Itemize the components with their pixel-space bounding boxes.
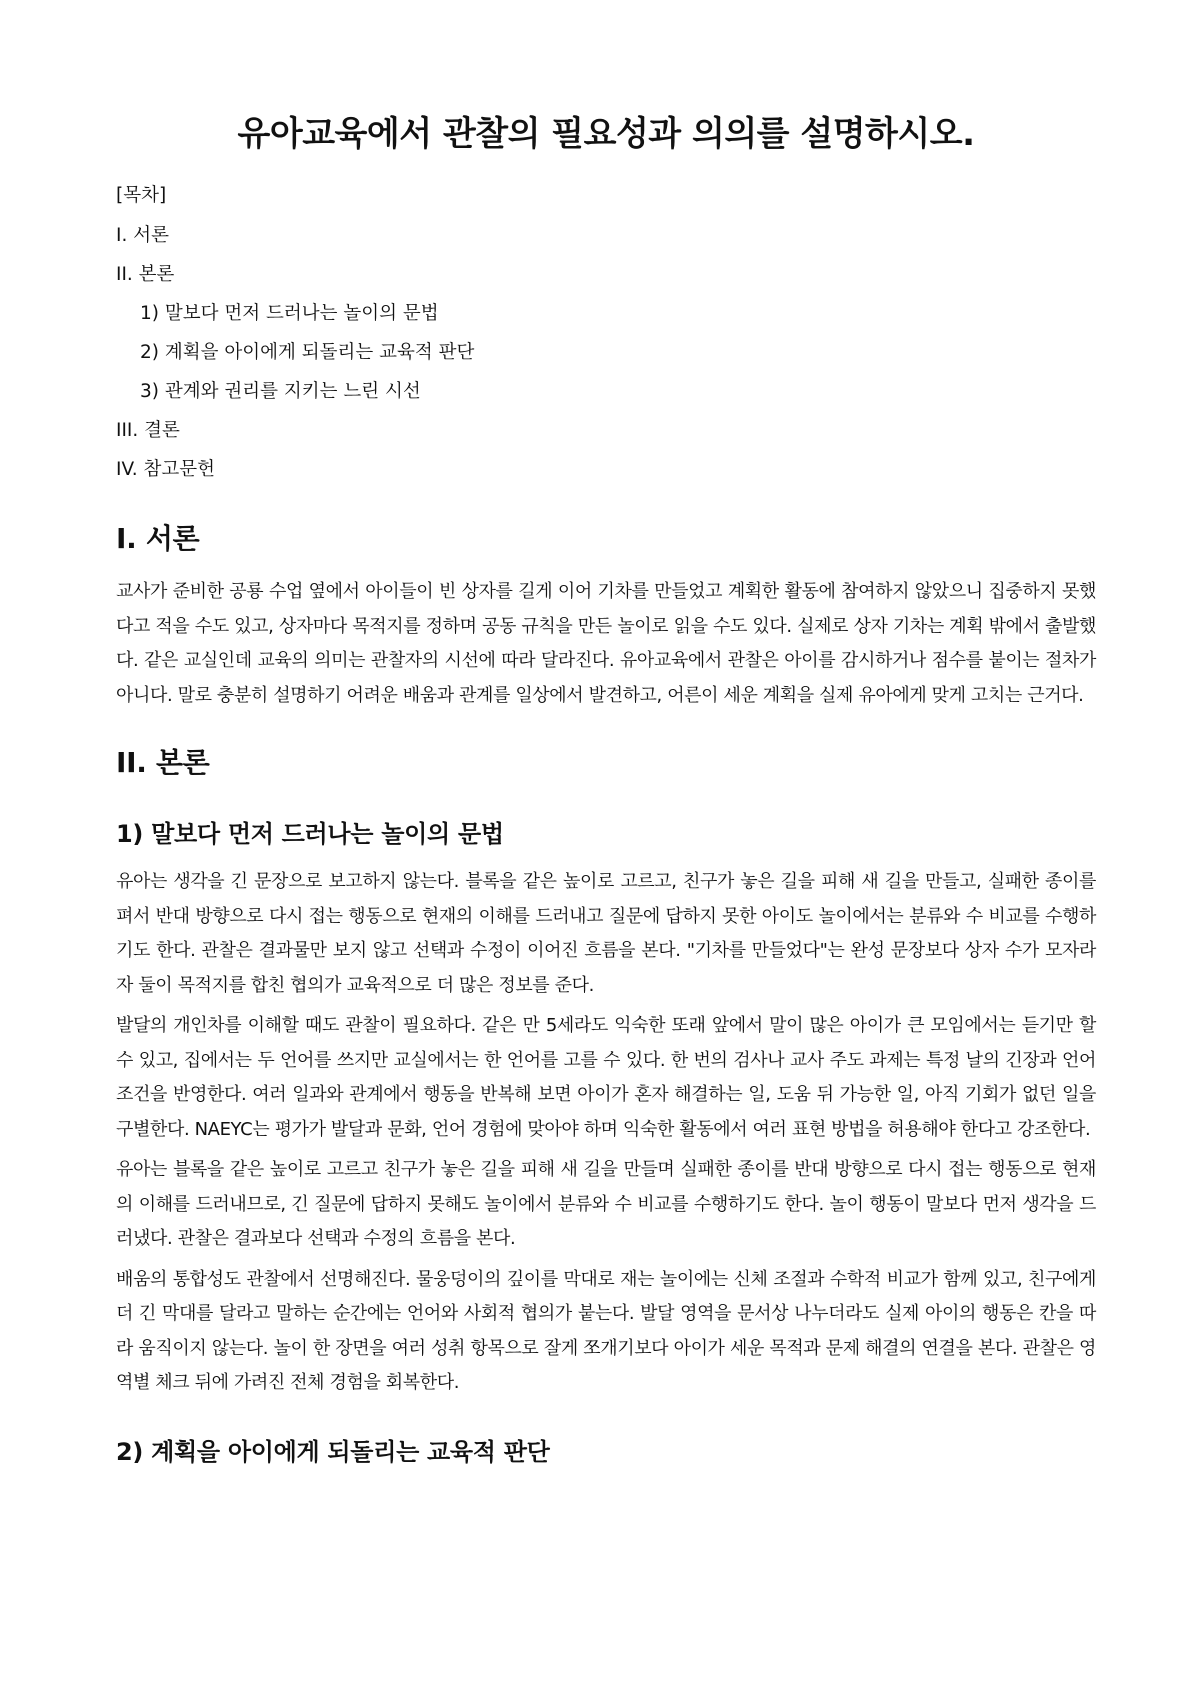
toc-item-body-1: 1) 말보다 먼저 드러나는 놀이의 문법	[140, 303, 439, 324]
toc-item-intro: I. 서론	[116, 225, 169, 246]
body-paragraph: 유아는 블록을 같은 높이로 고르고 친구가 놓은 길을 피해 새 길을 만들며 실패한 종이를 반대 방향으로 다시 접는 행동으로 현재의 이해를 드러내므로, 긴 질문에 답하지 못해도 놀이에서 분류와 수 비교를 수행하기도 한다. 놀이 행동이 말보다 먼저 생각을 드러냈다. 관찰은 결과보다 선택과 수정의 흐름을 본다.	[116, 1159, 1096, 1249]
body-paragraph: 배움의 통합성도 관찰에서 선명해진다. 물웅덩이의 깊이를 막대로 재는 놀이에는 신체 조절과 수학적 비교가 함께 있고, 친구에게 더 긴 막대를 달라고 말하는 순간에는 언어와 사회적 협의가 붙는다. 발달 영역을 문서상 나누더라도 실제 아이의 행동은 칸을 따라 움직이지 않는다. 놀이 한 장면을 여러 성취 항목으로 잘게 쪼개기보다 아이가 세운 목적과 문제 해결의 연결을 본다. 관찰은 영역별 체크 뒤에 가려진 전체 경험을 회복한다.	[116, 1268, 1096, 1393]
toc-item-conclusion: III. 결론	[116, 420, 180, 441]
intro-paragraph: 교사가 준비한 공룡 수업 옆에서 아이들이 빈 상자를 길게 이어 기차를 만들었고 계획한 활동에 참여하지 않았으니 집중하지 못했다고 적을 수도 있고, 상자마다 목적지를 정하며 공동 규칙을 만든 놀이로 읽을 수도 있다. 실제로 상자 기차는 계획 밖에서 출발했다. 같은 교실인데 교육의 의미는 관찰자의 시선에 따라 달라진다. 유아교육에서 관찰은 아이를 감시하거나 점수를 붙이는 절차가 아니다. 말로 충분히 설명하기 어려운 배움과 관계를 일상에서 발견하고, 어른이 세운 계획을 실제 유아에게 맞게 고치는 근거다.	[116, 581, 1096, 706]
subsection-heading-1: 1) 말보다 먼저 드러나는 놀이의 문법	[116, 820, 504, 848]
body-paragraph: 발달의 개인차를 이해할 때도 관찰이 필요하다. 같은 만 5세라도 익숙한 또래 앞에서 말이 많은 아이가 큰 모임에서는 듣기만 할 수 있고, 집에서는 두 언어를 쓰지만 교실에서는 한 언어를 고를 수 있다. 한 번의 검사나 교사 주도 과제는 특정 날의 긴장과 언어 조건을 반영한다. 여러 일과와 관계에서 행동을 반복해 보면 아이가 혼자 해결하는 일, 도움 뒤 가능한 일, 아직 기회가 없던 일을 구별한다. NAEYC는 평가가 발달과 문화, 언어 경험에 맞아야 하며 익숙한 활동에서 여러 표현 방법을 허용해야 한다고 강조한다.	[116, 1015, 1096, 1140]
toc-item-body-3: 3) 관계와 권리를 지키는 느린 시선	[140, 381, 421, 402]
document-title: 유아교육에서 관찰의 필요성과 의의를 설명하시오.	[237, 114, 975, 154]
toc-heading: [목차]	[116, 185, 167, 206]
table-of-contents	[116, 176, 1096, 489]
section-heading-body: II. 본론	[116, 746, 210, 779]
body-paragraph: 유아는 생각을 긴 문장으로 보고하지 않는다. 블록을 같은 높이로 고르고, 친구가 놓은 길을 피해 새 길을 만들고, 실패한 종이를 펴서 반대 방향으로 다시 접는 행동으로 현재의 이해를 드러내고 질문에 답하지 못한 아이도 놀이에서는 분류와 수 비교를 수행하기도 한다. 관찰은 결과물만 보지 않고 선택과 수정이 이어진 흐름을 본다. "기차를 만들었다"는 완성 문장보다 상자 수가 모자라자 둘이 목적지를 합친 협의가 교육적으로 더 많은 정보를 준다.	[116, 871, 1096, 996]
toc-item-references: IV. 참고문헌	[116, 459, 215, 480]
toc-item-body-2: 2) 계획을 아이에게 되돌리는 교육적 판단	[140, 342, 475, 363]
section-heading-intro: I. 서론	[116, 522, 200, 555]
subsection-heading-2: 2) 계획을 아이에게 되돌리는 교육적 판단	[116, 1437, 550, 1466]
toc-item-body: II. 본론	[116, 264, 175, 285]
